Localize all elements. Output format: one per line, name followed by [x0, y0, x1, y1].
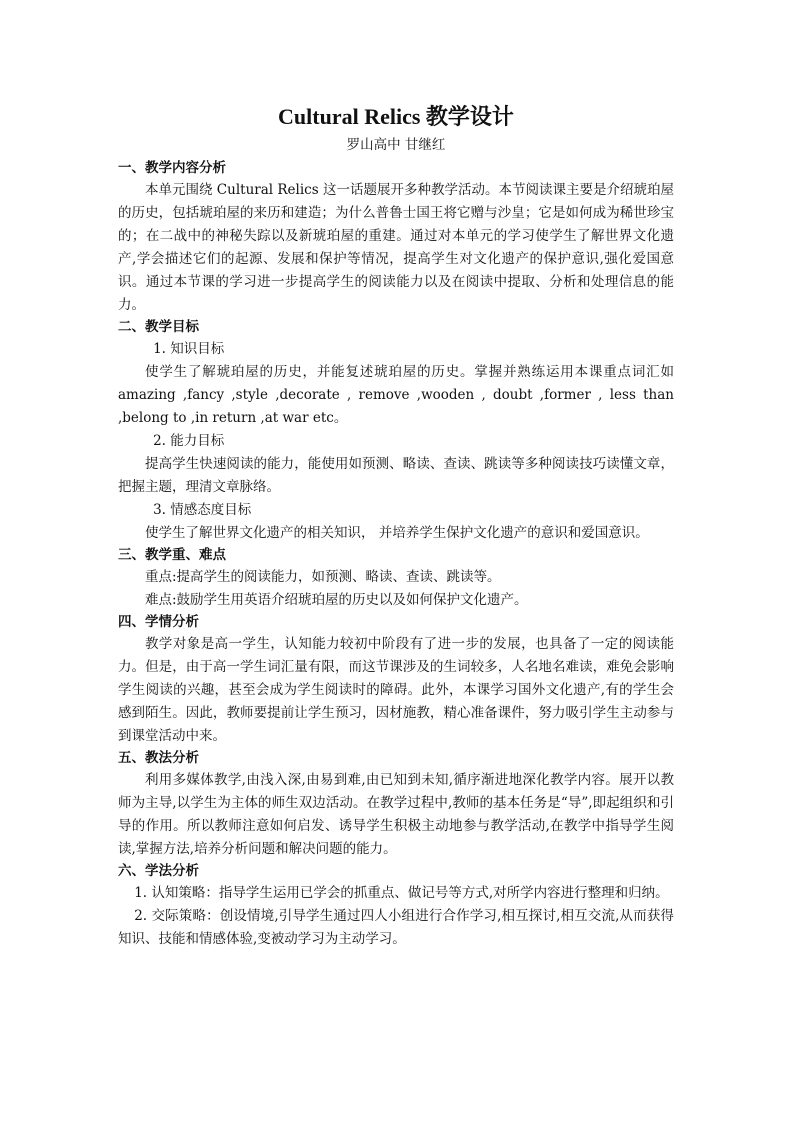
emotion-objective-text: 使学生了解世界文化遗产的相关知识， 并培养学生保护文化遗产的意识和爱国意识。	[145, 525, 649, 541]
document-page	[118, 100, 674, 951]
emotion-objective-label: 3. 情感态度目标	[153, 502, 252, 518]
learning-method-item-2: 2. 交际策略：创设情境,引导学生通过四人小组进行合作学习,相互探讨,相互交流,从而获得知识、技能和情感体验,变被动学习为主动学习。	[118, 908, 674, 947]
author-line: 罗山高中 甘继红	[346, 137, 446, 153]
learner-analysis-paragraph: 教学对象是高一学生，认知能力较初中阶段有了进一步的发展，也具备了一定的阅读能力。但是，由于高一学生词汇量有限，而这节课涉及的生词较多，人名地名难读，难免会影响学生阅读的兴趣，甚至会成为学生阅读时的障碍。此外，本课学习国外文化遗产,有的学生会感到陌生。因此，教师要提前让学生预习，因材施教，精心准备课件，努力吸引学生主动参与到课堂活动中来。	[118, 636, 674, 744]
ability-objective-label: 2. 能力目标	[153, 433, 225, 449]
section-heading-learning-method: 六、学法分析	[118, 863, 199, 879]
knowledge-objective-label: 1. 知识目标	[153, 341, 225, 357]
content-analysis-paragraph: 本单元围绕 Cultural Relics 这一话题展开多种教学活动。本节阅读课主要是介绍琥珀屋的历史，包括琥珀屋的来历和建造；为什么普鲁士国王将它赠与沙皇；它是如何成为稀世珍宝的；在二战中的神秘失踪以及新琥珀屋的重建。通过对本单元的学习使学生了解世界文化遗产,学会描述它们的起源、发展和保护等情况，提高学生对文化遗产的保护意识,强化爱国意识。通过本节课的学习进一步提高学生的阅读能力以及在阅读中提取、分析和处理信息的能力。	[118, 182, 674, 313]
section-heading-learner-analysis: 四、学情分析	[118, 614, 199, 630]
page-title: Cultural Relics 教学设计	[278, 104, 514, 129]
teaching-method-paragraph: 利用多媒体教学,由浅入深,由易到难,由已知到未知,循序渐进地深化教学内容。展开以教师为主导,以学生为主体的师生双边活动。在教学过程中,教师的基本任务是“导”,即起组织和引导的作用。所以教师注意如何启发、诱导学生积极主动地参与教学活动,在教学中指导学生阅读,掌握方法,培养分析问题和解决问题的能力。	[118, 772, 674, 857]
difficult-point-text: 难点:鼓励学生用英语介绍琥珀屋的历史以及如何保护文化遗产。	[145, 592, 528, 608]
section-heading-content-analysis: 一、教学内容分析	[118, 160, 226, 176]
ability-objective-text: 提高学生快速阅读的能力，能使用如预测、略读、查读、跳读等多种阅读技巧读懂文章，把握主题，理清文章脉络。	[118, 456, 674, 495]
knowledge-objective-text: 使学生了解琥珀屋的历史，并能复述琥珀屋的历史。掌握并熟练运用本课重点词汇如 amazing ,fancy ,style ,decorate , remove ,wooden , doubt ,former , less than ,belong to ,in return ,at war etc。	[118, 364, 674, 426]
section-heading-key-points: 三、教学重、难点	[118, 547, 226, 563]
key-point-text: 重点:提高学生的阅读能力，如预测、略读、查读、跳读等。	[145, 569, 501, 585]
learning-method-item-1: 1. 认知策略：指导学生运用已学会的抓重点、做记号等方式,对所学内容进行整理和归纳。	[134, 885, 669, 901]
section-heading-objectives: 二、教学目标	[118, 319, 199, 335]
section-heading-teaching-method: 五、教法分析	[118, 750, 199, 766]
